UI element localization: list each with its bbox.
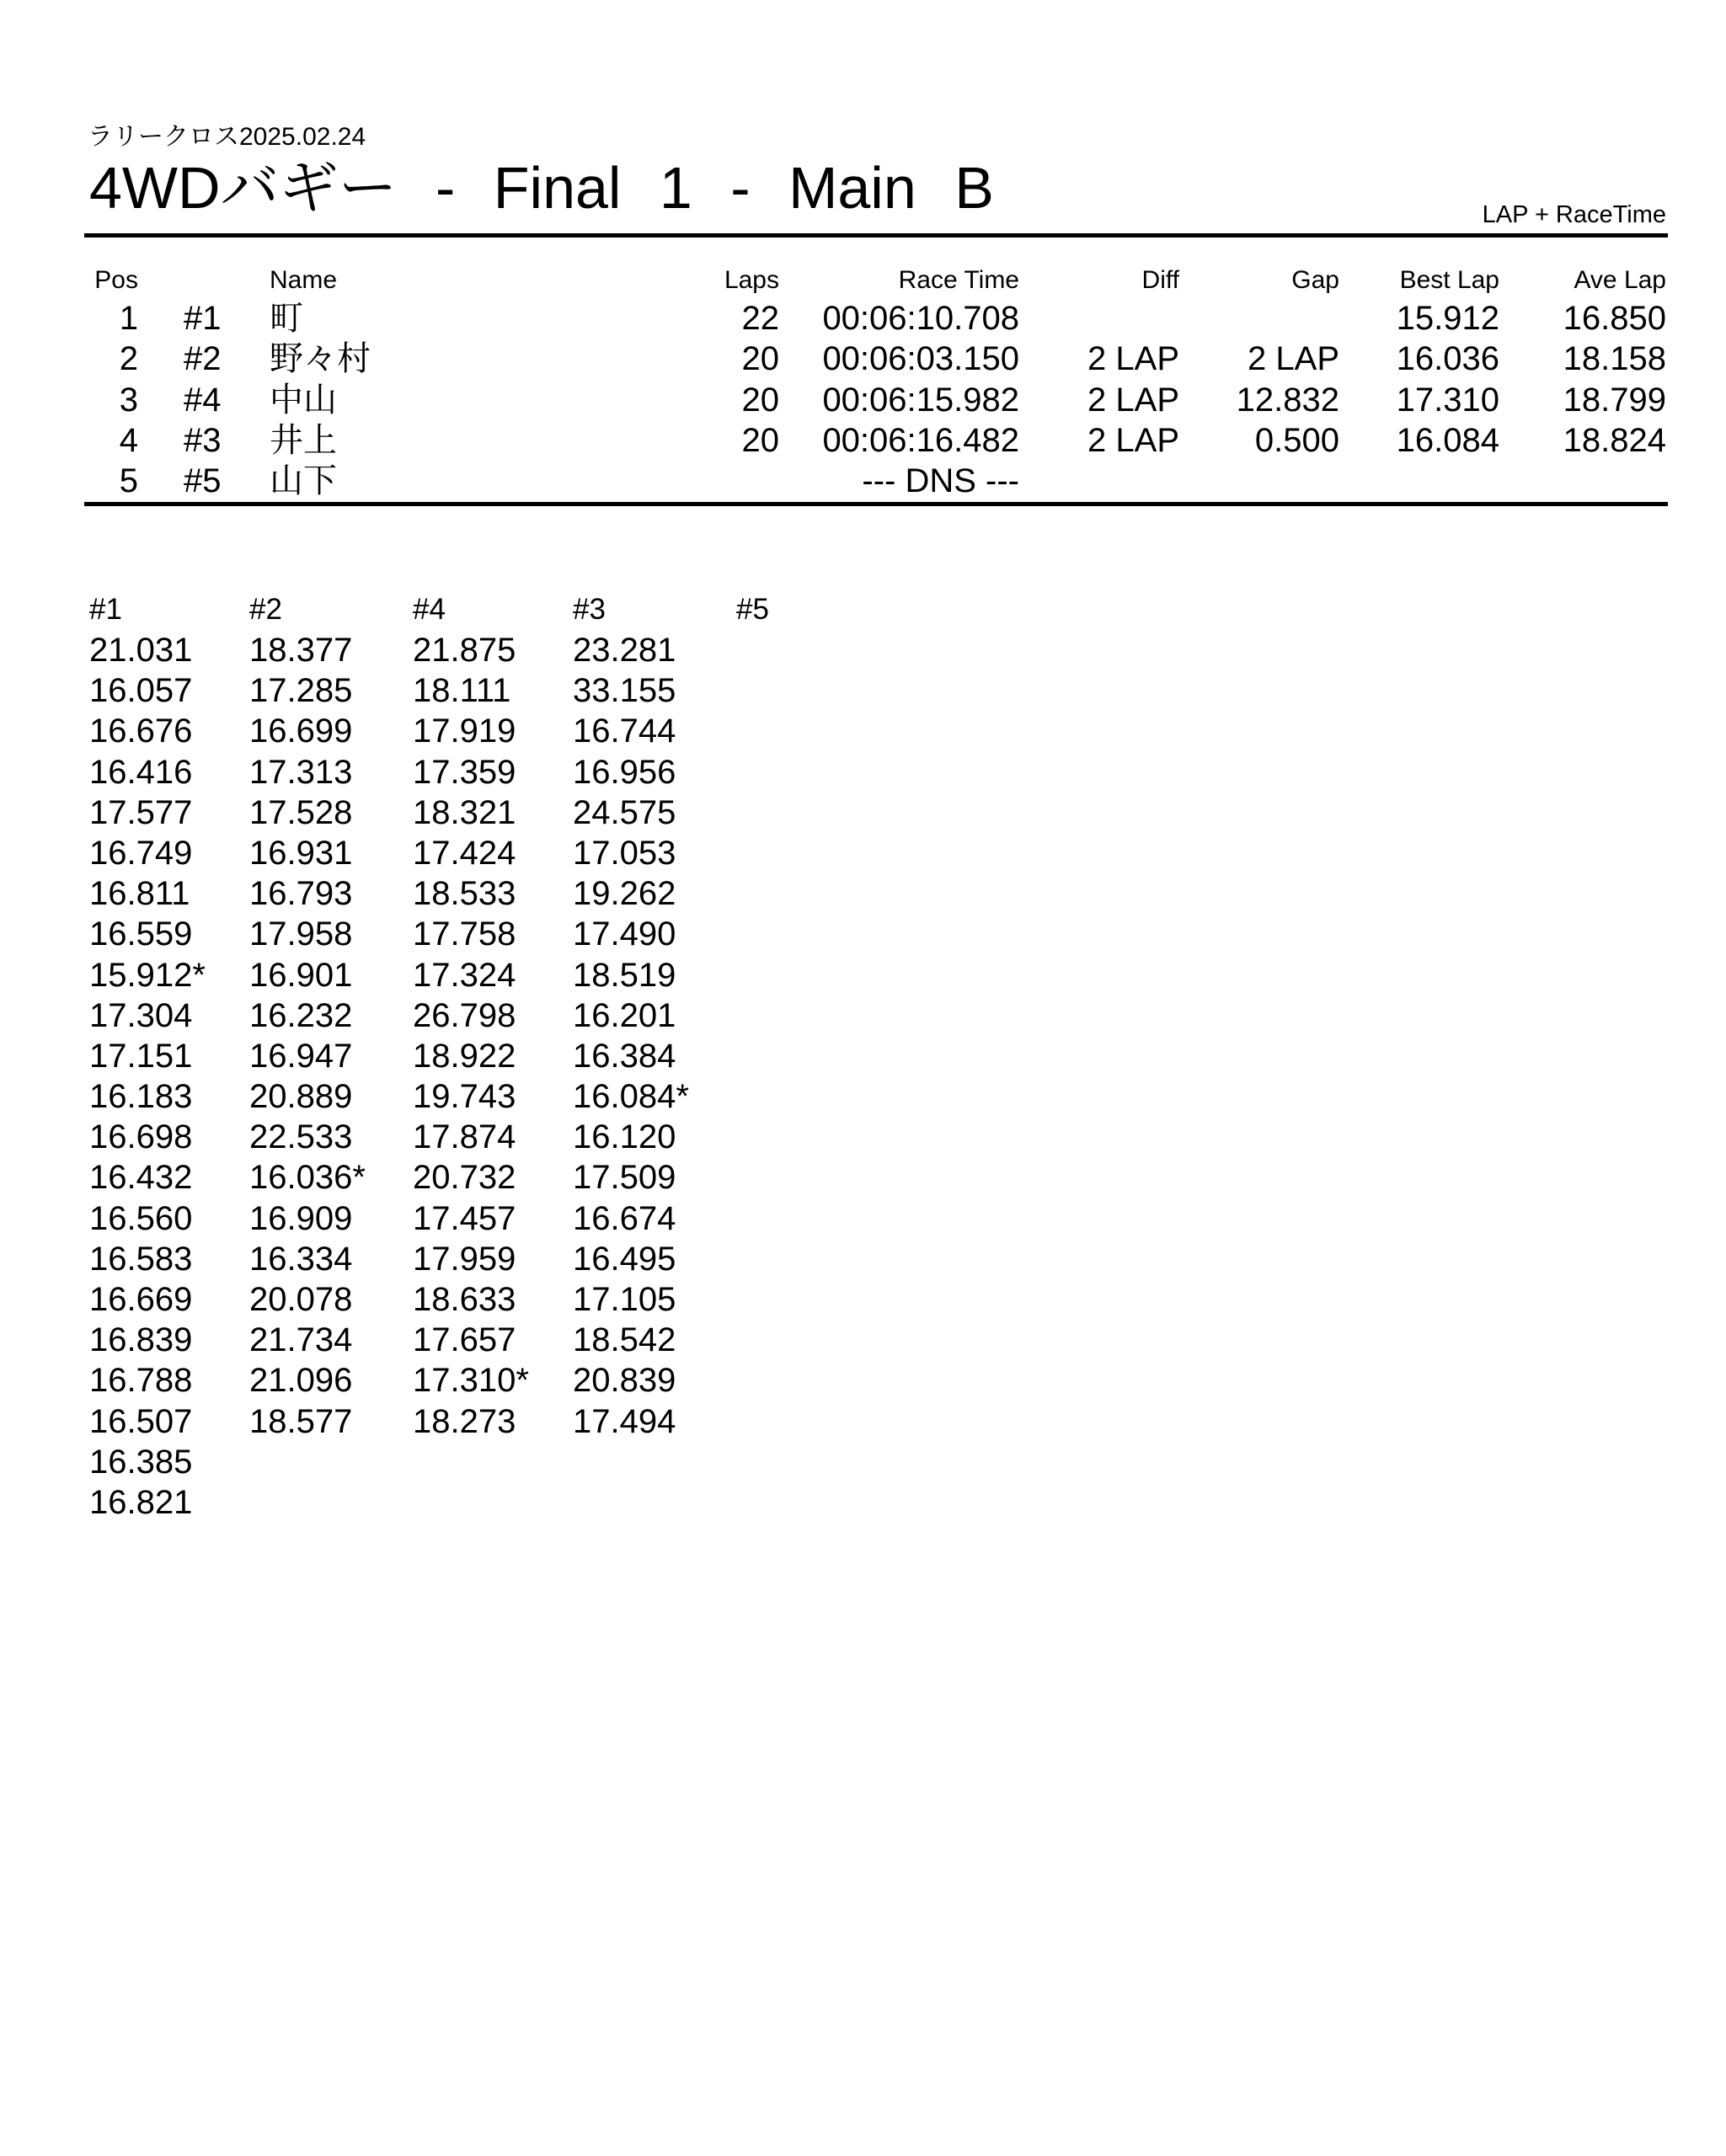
ave-lap-cell: [1499, 461, 1666, 501]
driver-name-cell: 井上: [270, 421, 337, 459]
lap-time: 20.839: [573, 1362, 676, 1400]
lap-time: 16.334: [249, 1240, 353, 1278]
lap-time: 26.798: [413, 996, 516, 1034]
race-time-cell: --- DNS ---: [862, 462, 1019, 500]
results-row: [84, 298, 1666, 339]
pos-cell: 5: [119, 462, 138, 500]
laps-cell: 20: [741, 381, 779, 419]
lap-time: 16.416: [89, 753, 193, 791]
pos-cell: 1: [119, 300, 138, 337]
ave-lap-cell: 18.824: [1563, 421, 1666, 459]
results-rows: [84, 298, 1666, 501]
diff-cell: 2 LAP: [1087, 381, 1179, 419]
lap-time: 23.281: [573, 632, 676, 669]
lap-time: 16.744: [573, 712, 676, 750]
lap-time: 17.424: [413, 834, 516, 872]
col-header-race-time: Race Time: [898, 266, 1019, 294]
pos-cell: 3: [119, 381, 138, 419]
lap-column-header: #2: [249, 593, 282, 626]
lap-column: [89, 590, 249, 1523]
col-header-car: [138, 268, 270, 293]
ave-lap-cell: 18.799: [1563, 381, 1666, 419]
page-title: 4WDバギー - Final 1 - Main B: [89, 155, 994, 221]
results-header-row: [84, 268, 1666, 293]
lap-time: 16.788: [89, 1362, 193, 1400]
lap-time: 18.633: [413, 1281, 516, 1318]
lap-time: 17.151: [89, 1037, 193, 1075]
lap-time: 16.909: [249, 1199, 353, 1237]
diff-cell: [1019, 298, 1179, 339]
laps-cell: 22: [741, 300, 779, 337]
lap-time: 18.111: [413, 672, 511, 710]
lap-time: 18.273: [413, 1402, 516, 1440]
lap-time: 18.377: [249, 632, 353, 669]
lap-time: 17.053: [573, 834, 676, 872]
results-row: [84, 339, 1666, 379]
car-number-cell: #3: [184, 421, 222, 459]
lap-time: 16.956: [573, 753, 676, 791]
lap-time: 17.958: [249, 915, 353, 953]
gap-cell: 12.832: [1236, 381, 1339, 419]
lap-time: 16.699: [249, 712, 353, 750]
lap-column-header: #3: [573, 593, 606, 626]
best-lap-cell: 15.912: [1396, 300, 1499, 337]
driver-name-cell: 町: [270, 300, 303, 337]
lap-time: 16.839: [89, 1321, 193, 1359]
col-header-name: Name: [270, 266, 338, 294]
lap-time: 17.657: [413, 1321, 516, 1359]
lap-time: 21.734: [249, 1321, 353, 1359]
lap-time: 16.384: [573, 1037, 676, 1075]
lap-column: [249, 590, 409, 1442]
gap-cell: 2 LAP: [1248, 340, 1339, 378]
lap-time: 16.901: [249, 956, 353, 994]
lap-time: 20.889: [249, 1078, 353, 1116]
laps-cell: [699, 461, 779, 501]
lap-time: 17.457: [413, 1199, 516, 1237]
lap-time: 16.507: [89, 1402, 193, 1440]
lap-time: 17.310*: [413, 1362, 529, 1400]
lap-time: 16.811: [89, 875, 190, 913]
lap-time: 17.490: [573, 915, 676, 953]
col-header-gap: Gap: [1291, 266, 1339, 294]
driver-name-cell: 山下: [270, 462, 337, 500]
diff-cell: 2 LAP: [1087, 421, 1179, 459]
lap-time: 17.105: [573, 1281, 676, 1318]
event-date: ラリークロス2025.02.24: [88, 123, 366, 151]
results-row: [84, 461, 1666, 501]
lap-time: 18.533: [413, 875, 516, 913]
gap-cell: 0.500: [1254, 421, 1339, 459]
pos-cell: 4: [119, 421, 138, 459]
gap-cell: [1179, 298, 1339, 339]
lap-time: 21.096: [249, 1362, 353, 1400]
lap-time: 17.874: [413, 1118, 516, 1156]
lap-time: 16.432: [89, 1159, 193, 1197]
lap-time: 19.743: [413, 1078, 516, 1116]
lap-time: 22.533: [249, 1118, 353, 1156]
lap-time: 16.084*: [573, 1078, 689, 1116]
best-lap-cell: [1339, 461, 1499, 501]
lap-time: 18.542: [573, 1321, 676, 1359]
lap-time: 16.036*: [249, 1159, 366, 1197]
ave-lap-cell: 18.158: [1563, 340, 1666, 378]
divider-bottom: [84, 502, 1668, 506]
gap-cell: [1179, 461, 1339, 501]
lap-time: 16.232: [249, 996, 353, 1034]
lap-column: [413, 590, 573, 1442]
race-time-cell: 00:06:15.982: [822, 381, 1019, 419]
lap-time: 17.304: [89, 996, 193, 1034]
lap-time: 16.931: [249, 834, 353, 872]
race-time-cell: 00:06:16.482: [822, 421, 1019, 459]
best-lap-cell: 16.084: [1396, 421, 1499, 459]
lap-time: 16.793: [249, 875, 353, 913]
lap-time: 15.912*: [89, 956, 206, 994]
lap-time: 17.324: [413, 956, 516, 994]
car-number-cell: #1: [184, 300, 222, 337]
lap-time: 16.201: [573, 996, 676, 1034]
results-row: [84, 380, 1666, 420]
col-header-best-lap: Best Lap: [1399, 266, 1499, 294]
lap-time: 21.031: [89, 632, 193, 669]
lap-time: 16.583: [89, 1240, 193, 1278]
car-number-cell: #2: [184, 340, 222, 378]
lap-time: 17.528: [249, 793, 353, 831]
lap-time: 16.057: [89, 672, 193, 710]
col-header-pos: Pos: [94, 266, 138, 294]
laps-cell: 20: [741, 340, 779, 378]
driver-name-cell: 中山: [270, 381, 337, 419]
lap-column-header: #5: [736, 593, 769, 626]
lap-time: 17.509: [573, 1159, 676, 1197]
race-time-cell: 00:06:03.150: [822, 340, 1019, 378]
lap-time: 16.669: [89, 1281, 193, 1318]
lap-time: 18.922: [413, 1037, 516, 1075]
col-header-laps: Laps: [724, 266, 779, 294]
ave-lap-cell: 16.850: [1563, 300, 1666, 337]
driver-name-cell: 野々村: [270, 340, 371, 378]
lap-time: 18.321: [413, 793, 516, 831]
col-header-ave-lap: Ave Lap: [1574, 266, 1666, 294]
timing-mode-label: LAP + RaceTime: [1482, 201, 1666, 228]
lap-time: 16.674: [573, 1199, 676, 1237]
results-row: [84, 420, 1666, 461]
lap-time: 17.285: [249, 672, 353, 710]
lap-time: 18.519: [573, 956, 676, 994]
lap-time: 16.560: [89, 1199, 193, 1237]
lap-time: 17.919: [413, 712, 516, 750]
lap-time: 20.078: [249, 1281, 353, 1318]
pos-cell: 2: [119, 340, 138, 378]
diff-cell: [1019, 461, 1179, 501]
lap-time: 16.120: [573, 1118, 676, 1156]
lap-time: 16.676: [89, 712, 193, 750]
lap-time: 16.559: [89, 915, 193, 953]
lap-column: [573, 590, 733, 1442]
lap-time: 16.947: [249, 1037, 353, 1075]
lap-time: 24.575: [573, 793, 676, 831]
lap-time: 17.359: [413, 753, 516, 791]
lap-time: 16.495: [573, 1240, 676, 1278]
car-number-cell: #5: [184, 462, 222, 500]
divider-top: [84, 233, 1668, 237]
lap-time: 17.577: [89, 793, 193, 831]
diff-cell: 2 LAP: [1087, 340, 1179, 378]
lap-time: 18.577: [249, 1402, 353, 1440]
best-lap-cell: 17.310: [1396, 381, 1499, 419]
race-time-cell: 00:06:10.708: [822, 300, 1019, 337]
lap-time: 16.183: [89, 1078, 193, 1116]
col-header-diff: Diff: [1141, 266, 1179, 294]
lap-time: 17.494: [573, 1402, 676, 1440]
lap-time: 19.262: [573, 875, 676, 913]
lap-column: [736, 590, 896, 630]
lap-time: 17.959: [413, 1240, 516, 1278]
lap-column-header: #1: [89, 593, 122, 626]
lap-time: 16.698: [89, 1118, 193, 1156]
laps-cell: 20: [741, 421, 779, 459]
lap-time: 16.749: [89, 834, 193, 872]
lap-time: 21.875: [413, 632, 516, 669]
lap-time: 33.155: [573, 672, 676, 710]
car-number-cell: #4: [184, 381, 222, 419]
lap-column-header: #4: [413, 593, 446, 626]
lap-time: 16.821: [89, 1483, 193, 1521]
best-lap-cell: 16.036: [1396, 340, 1499, 378]
lap-time: 17.313: [249, 753, 353, 791]
lap-time: 20.732: [413, 1159, 516, 1197]
lap-time: 17.758: [413, 915, 516, 953]
lap-time: 16.385: [89, 1443, 193, 1481]
